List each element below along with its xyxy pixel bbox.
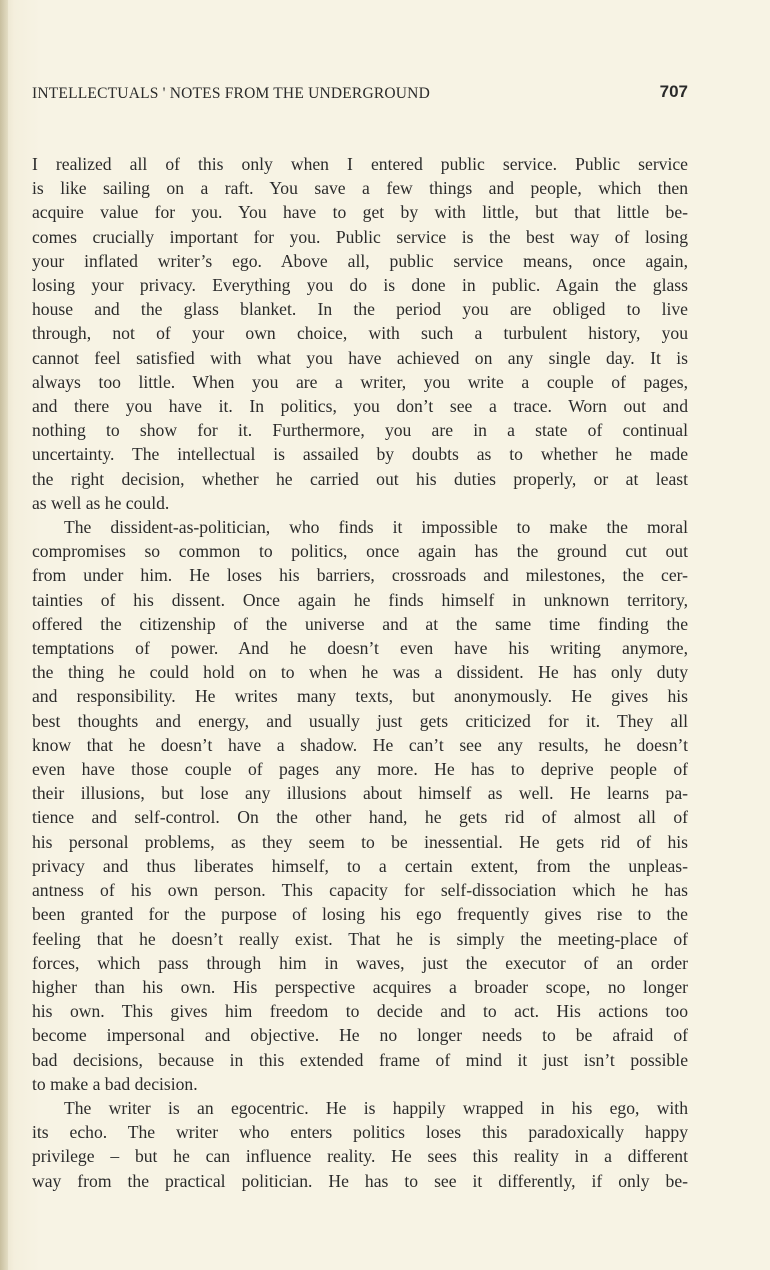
text-line: way from the practical politician. He has to see it differently, if only be- [32,1170,688,1191]
text-line: I realized all of this only when I entered public service. Public service [32,154,688,174]
text-line: the right decision, whether he carried out his duties properly, or at least [32,468,688,489]
text-line: privacy and thus liberates himself, to a certain extent, from the unpleas- [32,855,688,876]
text-line: The dissident-as-politician, who finds it impossible to make the moral [64,517,688,538]
text-line: its echo. The writer who enters politics loses this paradoxically happy [32,1122,688,1143]
text-line: to make a bad decision. [32,1073,198,1094]
text-line: offered the citizenship of the universe and at the same time finding the [32,613,688,634]
text-line: uncertainty. The intellectual is assailed by doubts as to whether he made [32,444,688,465]
text-line: the thing he could hold on to when he was a dissident. He has only duty [32,662,688,683]
text-line: temptations of power. And he doesn’t even have his writing anymore, [32,638,688,659]
text-line: forces, which pass through him in waves, just the executor of an order [32,952,688,973]
body-text [32,152,688,1193]
text-line: and there you have it. In politics, you don’t see a trace. Worn out and [32,396,688,417]
text-line: privilege – but he can influence reality. He sees this reality in a different [32,1146,688,1167]
running-head: INTELLECTUALS ' NOTES FROM THE UNDERGROUND [32,85,430,102]
text-line: his own. This gives him freedom to decide and to act. His actions too [32,1001,688,1022]
text-line: nothing to show for it. Furthermore, you are in a state of continual [32,420,688,441]
text-line: been granted for the purpose of losing his ego frequently gives rise to the [32,904,688,925]
text-line: losing your privacy. Everything you do is done in public. Again the glass [32,275,688,296]
text-line: compromises so common to politics, once again has the ground cut out [32,541,688,562]
text-line: tience and self-control. On the other hand, he gets rid of almost all of [32,807,688,828]
text-line: their illusions, but lose any illusions about himself as well. He learns pa- [32,783,688,804]
text-line: and responsibility. He writes many texts, but anonymously. He gives his [32,686,688,707]
text-line: always too little. When you are a writer, you write a couple of pages, [32,371,688,392]
text-line: house and the glass blanket. In the period you are obliged to live [32,299,688,320]
text-line: feeling that he doesn’t really exist. That he is simply the meeting-place of [32,928,688,949]
text-line: as well as he could. [32,492,170,513]
text-line: acquire value for you. You have to get by with little, but that little be- [32,202,688,223]
text-line: is like sailing on a raft. You save a few things and people, which then [32,178,688,199]
text-line: higher than his own. His perspective acquires a broader scope, no longer [32,976,688,997]
text-line: tainties of his dissent. Once again he finds himself in unknown territory, [32,589,688,610]
text-line: The writer is an egocentric. He is happily wrapped in his ego, with [64,1097,688,1118]
text-line: best thoughts and energy, and usually just gets criticized for it. They all [32,710,688,731]
paragraph [32,152,688,515]
paragraph [32,515,688,1096]
page-number: 707 [659,82,688,101]
text-line: your inflated writer’s ego. Above all, public service means, once again, [32,250,688,271]
text-line: comes crucially important for you. Public service is the best way of losing [32,226,688,247]
text-line: antness of his own person. This capacity for self-dissociation which he has [32,880,688,901]
text-line: through, not of your own choice, with such a turbulent history, you [32,323,688,344]
text-line: become impersonal and objective. He no longer needs to be afraid of [32,1025,688,1046]
text-line: even have those couple of pages any more. He has to deprive people of [32,759,688,780]
text-line: know that he doesn’t have a shadow. He can’t see any results, he doesn’t [32,734,688,755]
page-header [32,82,688,106]
text-line: cannot feel satisfied with what you have achieved on any single day. It is [32,347,688,368]
text-line: from under him. He loses his barriers, crossroads and milestones, the cer- [32,565,688,586]
paragraph [32,1096,688,1193]
page-gutter-shadow [0,0,8,1270]
text-line: bad decisions, because in this extended frame of mind it just isn’t possible [32,1049,688,1070]
text-line: his personal problems, as they seem to be inessential. He gets rid of his [32,831,688,852]
